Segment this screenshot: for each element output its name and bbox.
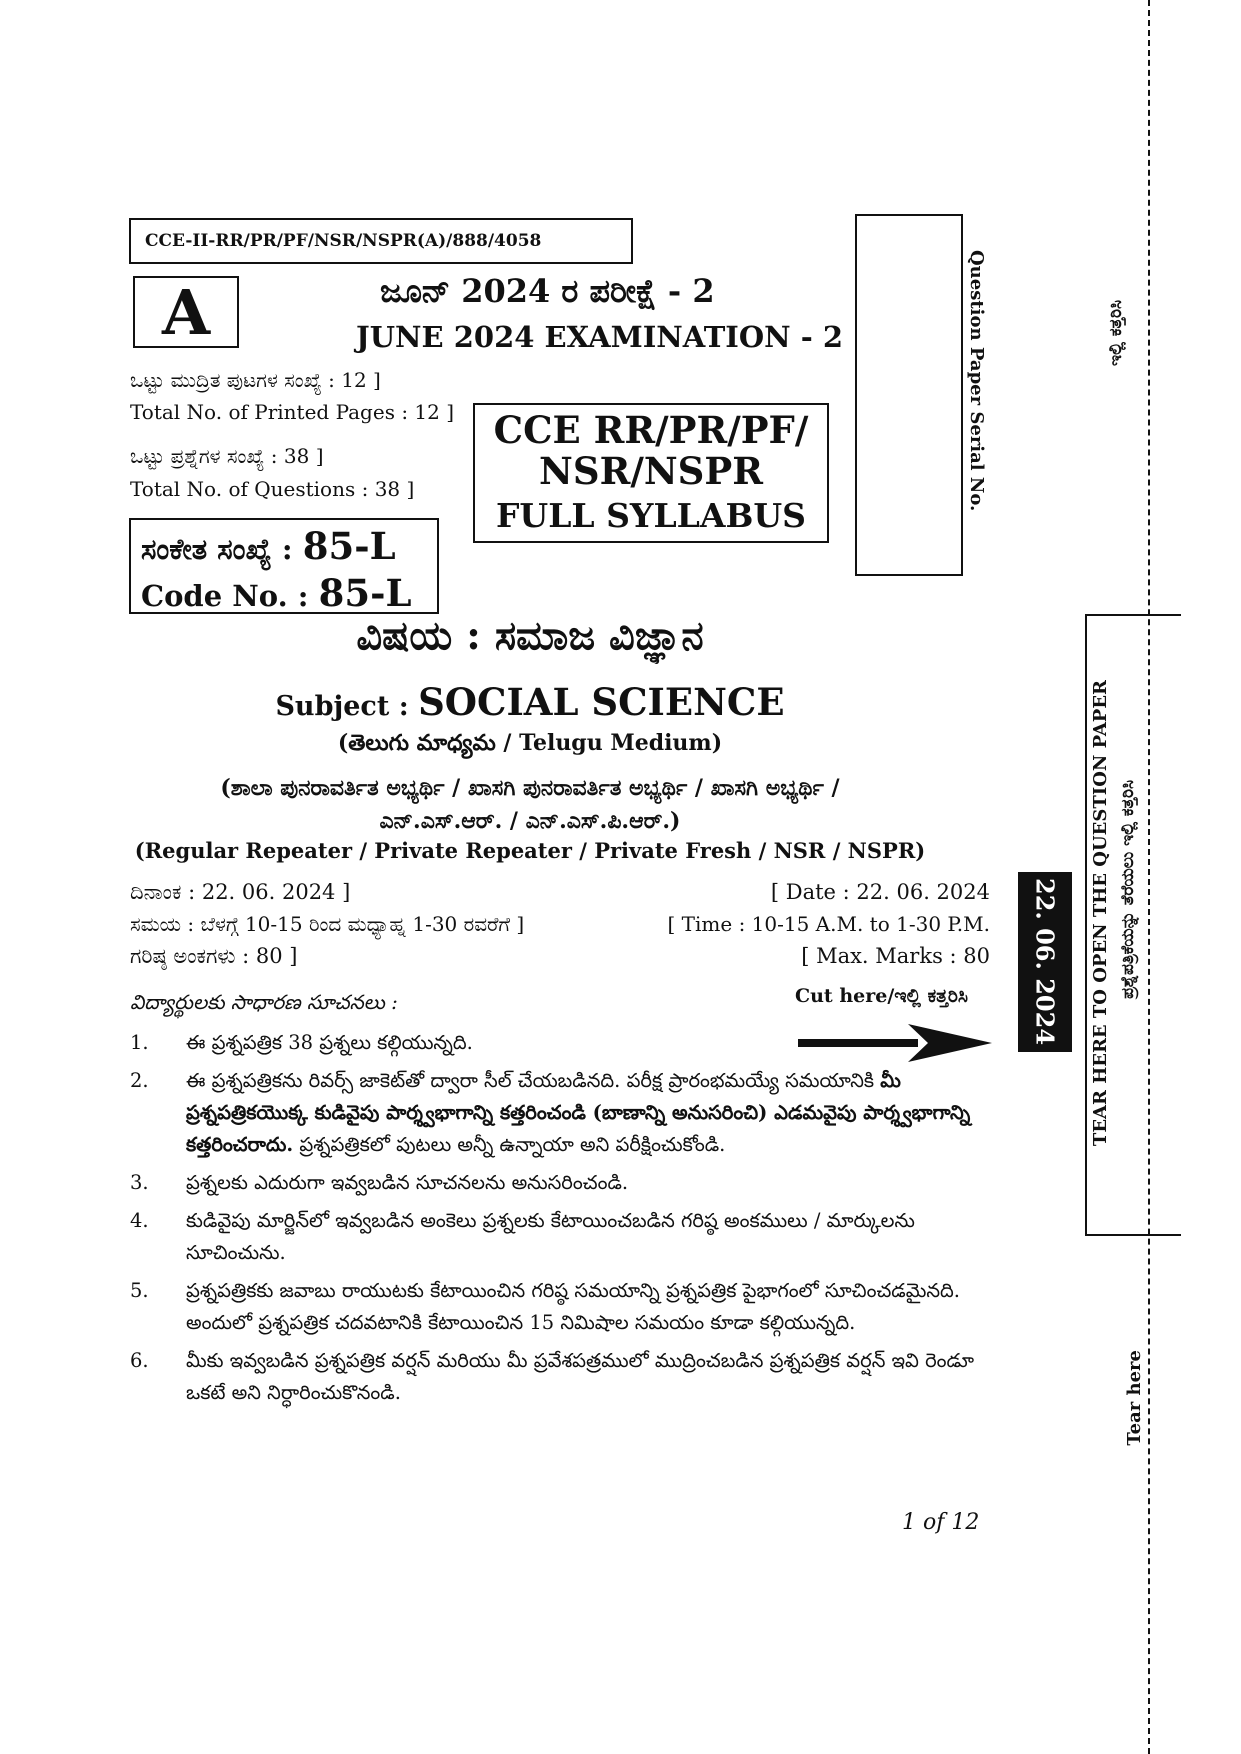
time-kannada: ಸಮಯ : ಬೆಳಗ್ಗೆ 10-15 ರಿಂದ ಮಧ್ಯಾಹ್ನ 1-30 ರವರೆಗೆ ] xyxy=(130,912,525,936)
subject-kannada: ವಿಷಯ : ಸಮಾಜ ವಿಜ್ಞಾನ xyxy=(356,612,704,659)
course-box xyxy=(473,403,829,543)
list-item xyxy=(130,1275,990,1339)
questions-count-kannada: ಒಟ್ಟು ಪ್ರಶ್ನೆಗಳ ಸಂಖ್ಯೆ : 38 ] xyxy=(130,444,324,468)
date-badge-text: 22. 06. 2024 xyxy=(1030,878,1060,1046)
list-item xyxy=(130,1205,990,1269)
marks-kannada: ಗರಿಷ್ಠ ಅಂಕಗಳು : 80 ] xyxy=(130,944,298,968)
pages-count-english: Total No. of Printed Pages : 12 ] xyxy=(130,400,455,424)
item-number: 5. xyxy=(130,1279,149,1302)
code-label-kannada: ಸಂಕೇತ ಸಂಖ್ಯೆ : xyxy=(141,532,293,566)
pages-count-kannada: ಒಟ್ಟು ಮುದ್ರಿತ ಪುಟಗಳ ಸಂಖ್ಯೆ : 12 ] xyxy=(130,368,381,392)
serial-number-label: Question Paper Serial No. xyxy=(966,250,987,512)
course-line-1: CCE RR/PR/PF/ xyxy=(493,408,809,452)
time-english: [ Time : 10-15 A.M. to 1-30 P.M. xyxy=(667,912,990,936)
item-text-plain: ఈ ప్రశ్నపత్రికను రివర్స్ జాకెట్‌తో ద్వారా సీల్ చేయబడినది. పరీక్ష ప్రారంభమయ్యే సమయానికి xyxy=(186,1069,875,1092)
version-badge: A xyxy=(133,276,239,348)
questions-count-english: Total No. of Questions : 38 ] xyxy=(130,477,415,501)
item-text: ప్రశ్నపత్రికకు జవాబు రాయుటకు కేటాయించిన గరిష్ఠ సమయాన్ని ప్రశ్నపత్రిక పైభాగంలో సూచించడమైనది. అందులో ప్రశ్నపత్రిక చదవటానికి కేటాయించిన 15 నిమిషాల సమయం కూడా కల్గియున్నది. xyxy=(186,1279,960,1334)
item-text: ప్రశ్నలకు ఎదురుగా ఇవ్వబడిన సూచనలను అనుసరించండి. xyxy=(186,1171,629,1194)
code-value-kannada: 85-L xyxy=(302,524,396,568)
candidates-kannada-line-2: ಎನ್.ಎಸ್.ಆರ್. / ಎನ್.ಎಸ್.ಪಿ.ಆರ್.) xyxy=(379,808,681,834)
candidates-kannada xyxy=(0,772,1060,838)
instructions-list xyxy=(130,1027,990,1415)
list-item xyxy=(130,1167,990,1199)
item-text: కుడివైపు మార్జిన్‌లో ఇవ్వబడిన అంకెలు ప్రశ్నలకు కేటాయించబడిన గరిష్ఠ అంకములు / మార్కులను సూచించును. xyxy=(186,1209,915,1264)
exam-title-english: JUNE 2024 EXAMINATION - 2 xyxy=(356,320,844,354)
code-number-box xyxy=(129,518,439,614)
candidates-english: (Regular Repeater / Private Repeater / Private Fresh / NSR / NSPR) xyxy=(134,838,926,863)
tear-here-english: TEAR HERE TO OPEN THE QUESTION PAPER xyxy=(1090,680,1111,1147)
date-kannada: ದಿನಾಂಕ : 22. 06. 2024 ] xyxy=(130,880,351,904)
item-number: 2. xyxy=(130,1069,149,1092)
date-english: [ Date : 22. 06. 2024 xyxy=(770,880,990,904)
subject-label: Subject : xyxy=(275,691,409,722)
candidates-kannada-line-1: (ಶಾಲಾ ಪುನರಾವರ್ತಿತ ಅಭ್ಯರ್ಥಿ / ಖಾಸಗಿ ಪುನರಾವರ್ತಿತ ಅಭ್ಯರ್ಥಿ / ಖಾಸಗಿ ಅಭ್ಯರ್ಥಿ / xyxy=(220,775,840,801)
marks-english: [ Max. Marks : 80 xyxy=(801,944,990,968)
code-label-english: Code No. : xyxy=(141,579,309,613)
subject-value: SOCIAL SCIENCE xyxy=(418,680,785,724)
serial-number-box[interactable] xyxy=(855,214,963,576)
item-number: 6. xyxy=(130,1349,149,1372)
paper-serial-code: CCE-II-RR/PR/PF/NSR/NSPR(A)/888/4058 xyxy=(129,218,633,264)
item-number: 4. xyxy=(130,1209,149,1232)
list-item xyxy=(130,1065,990,1161)
course-line-2: NSR/NSPR xyxy=(539,449,763,493)
item-text: ఈ ప్రశ్నపత్రిక 38 ప్రశ్నలు కల్గియున్నది. xyxy=(186,1031,473,1054)
list-item xyxy=(130,1345,990,1409)
course-line-3: FULL SYLLABUS xyxy=(495,496,806,535)
instructions-heading: విద్యార్థులకు సాధారణ సూచనలు : xyxy=(130,990,398,1014)
code-value-english: 85-L xyxy=(318,571,412,615)
time-row xyxy=(130,912,990,936)
tear-here-label: Tear here xyxy=(1124,1350,1145,1446)
cut-here-kannada-top: ಇಲ್ಲಿ ಕತ್ತರಿಸಿ xyxy=(1106,300,1126,366)
marks-row xyxy=(130,944,990,969)
cut-here-label: Cut here/ಇಲ್ಲಿ ಕತ್ತರಿಸಿ xyxy=(795,985,968,1007)
exam-title-kannada: ಜೂನ್ 2024 ರ ಪರೀಕ್ಷೆ - 2 xyxy=(380,272,715,310)
date-badge xyxy=(1018,872,1072,1052)
item-text-rest: ప్రశ్నపత్రికలో పుటలు అన్నీ ఉన్నాయా అని పరీక్షించుకోండి. xyxy=(293,1133,726,1156)
subject-english xyxy=(0,680,1060,724)
tear-here-kannada: ಪ್ರಶ್ನೆಪತ್ರಿಕೆಯನ್ನು ತೆರೆಯಲು ಇಲ್ಲಿ ಕತ್ತರಿಸಿ xyxy=(1118,780,1138,999)
medium-label: (తెలుగు మాధ్యమ / Telugu Medium) xyxy=(337,730,723,756)
item-text-bold: మీ ప్రశ్నపత్రికయొక్క కుడివైపు పార్శ్వభాగాన్ని కత్తరించండి (బాణాన్ని అనుసరించి) ఎడమవైపు పార్శ్వభాగాన్ని కత్తరించరాదు. xyxy=(186,1069,971,1156)
page-number: 1 of 12 xyxy=(902,1510,980,1535)
list-item xyxy=(130,1027,990,1059)
date-row xyxy=(130,880,990,905)
item-text: మీకు ఇవ్వబడిన ప్రశ్నపత్రిక వర్షన్ మరియు మీ ప్రవేశపత్రములో ముద్రించబడిన ప్రశ్నపత్రిక వర్షన్ ఇవి రెండూ ఒకటే అని నిర్ధారించుకొనండి. xyxy=(186,1349,974,1404)
item-text xyxy=(186,1065,990,1161)
item-number: 1. xyxy=(130,1031,149,1054)
item-number: 3. xyxy=(130,1171,149,1194)
